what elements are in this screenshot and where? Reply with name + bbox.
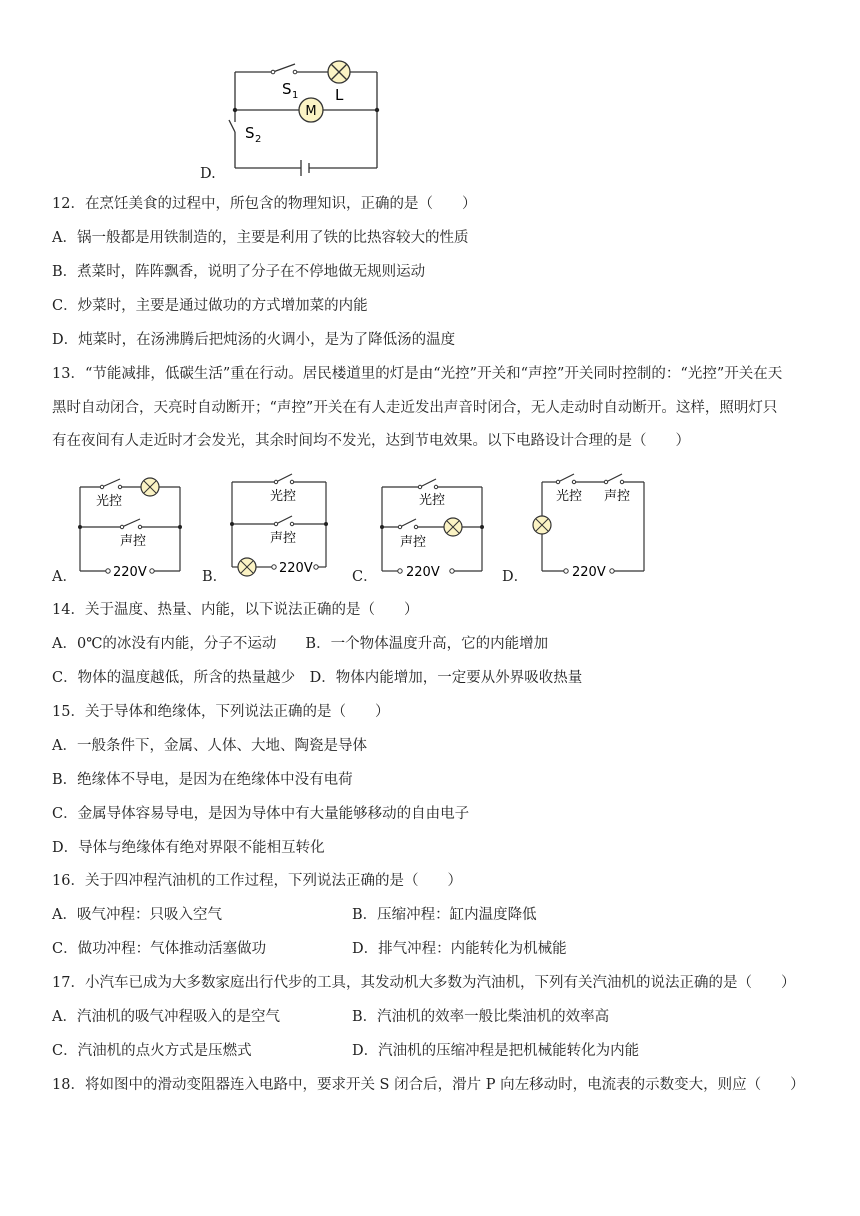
q14-stem: 14．关于温度、热量、内能，以下说法正确的是（ ） — [52, 602, 419, 618]
s2-label: S — [245, 124, 255, 142]
voltage-label: 220V — [572, 565, 606, 580]
q13-circuit-a — [70, 470, 190, 580]
s2-sub: 2 — [255, 134, 262, 145]
q13-letter-d: D． — [502, 569, 529, 585]
sound-ctrl-label: 声控 — [270, 531, 297, 546]
q14-options-ab: A．0℃的冰没有内能，分子不运动 B．一个物体温度升高，它的内能增加 — [52, 636, 549, 652]
sound-ctrl-label: 声控 — [604, 489, 631, 504]
q17-stem: 17．小汽车已成为大多数家庭出行代步的工具，其发动机大多数为汽油机，下列有关汽油机的说法正确的是（ ） — [52, 975, 796, 991]
sound-ctrl-label: 声控 — [400, 535, 427, 550]
q13-stem-line3: 有在夜间有人走近时才会发光，其余时间均不发光，达到节电效果。以下电路设计合理的是（ ） — [52, 433, 690, 449]
voltage-label: 220V — [279, 561, 313, 576]
q11-circuit-diagram — [225, 50, 425, 180]
q12-option-a: A．锅一般都是用铁制造的，主要是利用了铁的比热容较大的性质 — [52, 230, 469, 246]
q16-option-d: D．排气冲程：内能转化为机械能 — [352, 941, 567, 957]
motor-label: M — [305, 104, 317, 119]
s1-label: S — [282, 80, 292, 98]
light-ctrl-label: 光控 — [419, 493, 446, 508]
voltage-label: 220V — [406, 565, 440, 580]
q13-circuit-d — [522, 470, 652, 580]
q16-stem: 16．关于四冲程汽油机的工作过程，下列说法正确的是（ ） — [52, 873, 462, 889]
q15-option-c: C．金属导体容易导电，是因为导体中有大量能够移动的自由电子 — [52, 806, 470, 822]
q16-option-a: A．吸气冲程：只吸入空气 — [52, 907, 222, 923]
q12-stem: 12．在烹饪美食的过程中，所包含的物理知识，正确的是（ ） — [52, 196, 477, 212]
q13-stem-line1: 13．“节能减排，低碳生活”重在行动。居民楼道里的灯是由“光控”开关和“声控”开关同时控制的：“光控”开关在天 — [52, 366, 783, 382]
voltage-label: 220V — [113, 565, 147, 580]
light-ctrl-label: 光控 — [96, 494, 123, 509]
light-ctrl-label: 光控 — [270, 489, 297, 504]
q14-options-cd: C．物体的温度越低，所含的热量越少 D．物体内能增加，一定要从外界吸收热量 — [52, 670, 583, 686]
q15-option-b: B．绝缘体不导电，是因为在绝缘体中没有电荷 — [52, 772, 353, 788]
q15-stem: 15．关于导体和绝缘体，下列说法正确的是（ ） — [52, 704, 390, 720]
q12-option-c: C．炒菜时，主要是通过做功的方式增加菜的内能 — [52, 298, 368, 314]
q13-circuit-c — [372, 470, 487, 580]
q13-letter-a: A． — [52, 569, 77, 585]
q17-option-b: B．汽油机的效率一般比柴油机的效率高 — [352, 1009, 610, 1025]
q18-stem: 18．将如图中的滑动变阻器连入电路中，要求开关 S 闭合后，滑片 P 向左移动时，电流表的示数变大，则应（ ） — [52, 1077, 805, 1093]
q13-stem-line2: 黑时自动闭合，天亮时自动断开；“声控”开关在有人走近发出声音时闭合，无人走动时自动断开。这样，照明灯只 — [52, 400, 778, 416]
q15-option-a: A．一般条件下，金属、人体、大地、陶瓷是导体 — [52, 738, 367, 754]
q17-option-a: A．汽油机的吸气冲程吸入的是空气 — [52, 1009, 280, 1025]
q15-option-d: D．导体与绝缘体有绝对界限不能相互转化 — [52, 840, 325, 856]
q12-option-b: B．煮菜时，阵阵飘香，说明了分子在不停地做无规则运动 — [52, 264, 426, 280]
q13-circuit-b — [222, 470, 332, 580]
q12-option-d: D．炖菜时，在汤沸腾后把炖汤的火调小，是为了降低汤的温度 — [52, 332, 456, 348]
light-ctrl-label: 光控 — [556, 489, 583, 504]
q17-option-c: C．汽油机的点火方式是压燃式 — [52, 1043, 252, 1059]
s1-sub: 1 — [292, 90, 299, 101]
q16-option-b: B．压缩冲程：缸内温度降低 — [352, 907, 537, 923]
q13-letter-b: B． — [202, 569, 228, 585]
q16-option-c: C．做功冲程：气体推动活塞做功 — [52, 941, 267, 957]
q11-option-d-letter: D. — [200, 166, 216, 182]
q13-letter-c: C． — [352, 569, 378, 585]
lamp-label: L — [335, 86, 344, 104]
q17-option-d: D．汽油机的压缩冲程是把机械能转化为内能 — [352, 1043, 640, 1059]
sound-ctrl-label: 声控 — [120, 534, 147, 549]
